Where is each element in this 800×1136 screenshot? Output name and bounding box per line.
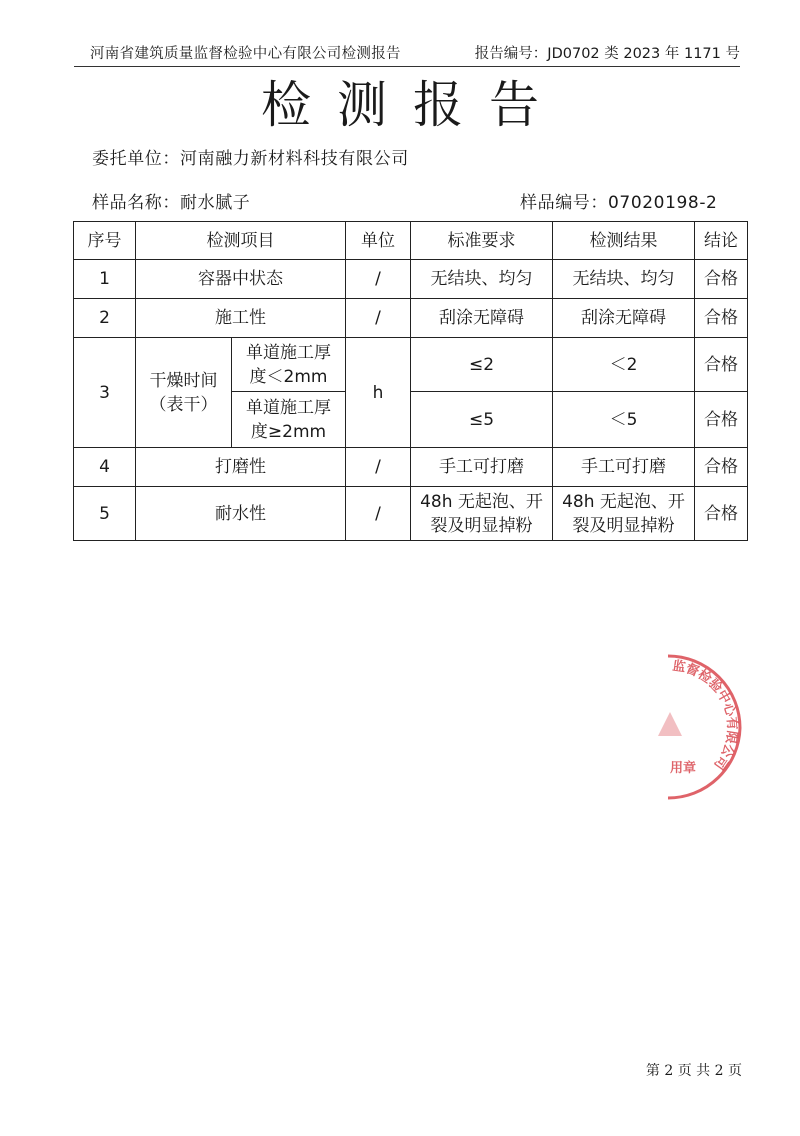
table-row [74, 448, 748, 487]
requirement-cell: 手工可打磨 [411, 448, 553, 487]
table-row [74, 260, 748, 299]
client-line: 委托单位：河南融力新材料科技有限公司 [92, 149, 409, 169]
row-number: 2 [74, 299, 136, 338]
header-cell: 标准要求 [411, 222, 553, 260]
header-report-number: 报告编号：JD0702 类 2023 年 1171 号 [474, 46, 740, 62]
test-item: 耐水性 [136, 487, 346, 541]
sub-item-line: 单道施工厚 [246, 397, 331, 418]
conclusion-cell: 合格 [695, 448, 748, 487]
header-cell: 检测项目 [136, 222, 346, 260]
result-cell [553, 487, 695, 541]
result-cell: ＜2 [553, 338, 695, 392]
requirement-cell: 无结块、均匀 [411, 260, 553, 299]
row-number: 1 [74, 260, 136, 299]
table-row [74, 487, 748, 541]
requirement-cell: ≤5 [411, 392, 553, 448]
test-item-line: （表干） [149, 394, 218, 415]
requirement-line: 裂及明显掉粉 [430, 515, 533, 536]
conclusion-cell: 合格 [695, 487, 748, 541]
result-line: 48h 无起泡、开 [562, 491, 685, 512]
sub-item-line: 度＜2mm [249, 366, 328, 387]
header-cell: 单位 [346, 222, 411, 260]
header-cell: 检测结果 [553, 222, 695, 260]
unit-cell: / [346, 299, 411, 338]
sub-item-line: 单道施工厚 [246, 342, 331, 363]
result-cell: ＜5 [553, 392, 695, 448]
seal-label: 用章 [670, 761, 697, 776]
test-item: 打磨性 [136, 448, 346, 487]
conclusion-cell: 合格 [695, 392, 748, 448]
sub-item [232, 392, 346, 448]
unit-cell: h [346, 338, 411, 448]
requirement-cell [411, 487, 553, 541]
unit-cell: / [346, 487, 411, 541]
header-cell: 序号 [74, 222, 136, 260]
result-cell: 手工可打磨 [553, 448, 695, 487]
test-item: 容器中状态 [136, 260, 346, 299]
test-item [136, 338, 232, 448]
svg-text:监督检验中心有限公司 [671, 658, 740, 773]
table-row [74, 338, 748, 392]
requirement-line: 48h 无起泡、开 [420, 491, 543, 512]
table-header-row [74, 222, 748, 260]
page-number: 第 2 页 共 2 页 [645, 1063, 742, 1079]
row-number: 5 [74, 487, 136, 541]
seal-text: 监督检验中心有限公司 [671, 658, 740, 773]
sample-number: 样品编号：07020198-2 [520, 193, 718, 213]
result-cell: 无结块、均匀 [553, 260, 695, 299]
sample-name: 样品名称：耐水腻子 [92, 193, 251, 213]
test-item: 施工性 [136, 299, 346, 338]
conclusion-cell: 合格 [695, 299, 748, 338]
sub-item [232, 338, 346, 392]
row-number: 4 [74, 448, 136, 487]
test-item-line: 干燥时间 [149, 370, 218, 391]
page-title: 检测报告 [261, 76, 565, 134]
table-row [74, 299, 748, 338]
sub-item-line: 度≥2mm [250, 421, 327, 442]
header-divider [74, 66, 740, 67]
row-number: 3 [74, 338, 136, 448]
conclusion-cell: 合格 [695, 260, 748, 299]
unit-cell: / [346, 448, 411, 487]
header-cell: 结论 [695, 222, 748, 260]
requirement-cell: ≤2 [411, 338, 553, 392]
conclusion-cell: 合格 [695, 338, 748, 392]
requirement-cell: 刮涂无障碍 [411, 299, 553, 338]
header-organization: 河南省建筑质量监督检验中心有限公司检测报告 [90, 46, 401, 62]
unit-cell: / [346, 260, 411, 299]
result-cell: 刮涂无障碍 [553, 299, 695, 338]
results-table [73, 221, 748, 541]
result-line: 裂及明显掉粉 [572, 515, 675, 536]
official-seal-stamp [648, 648, 748, 800]
